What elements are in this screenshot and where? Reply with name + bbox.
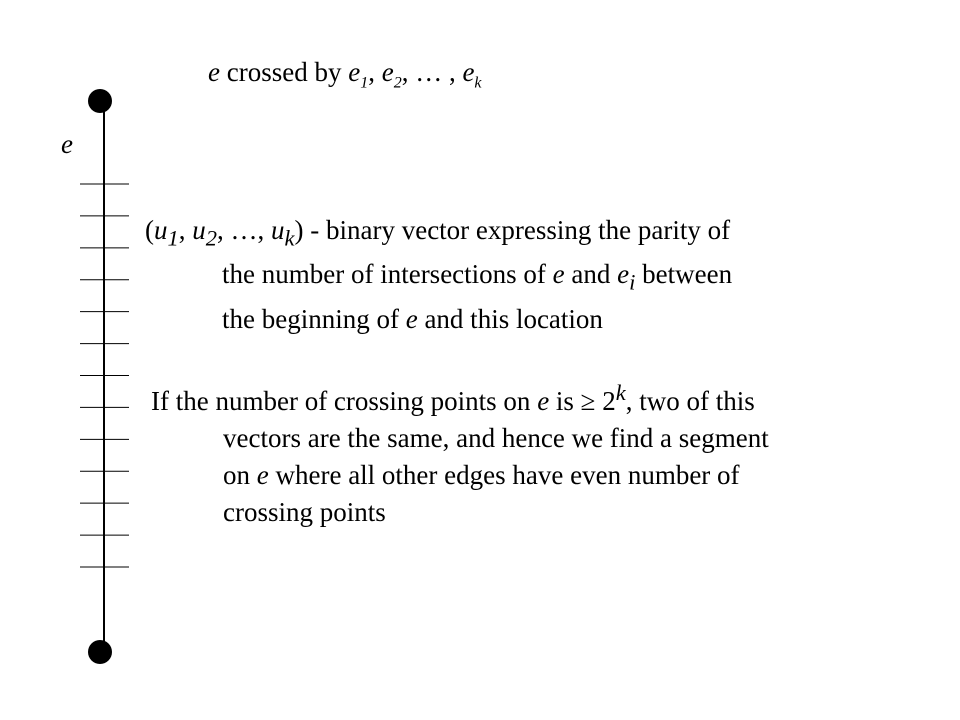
argument-line-4: crossing points [223, 497, 386, 527]
argument-line-3: on e where all other edges have even number of [223, 460, 740, 490]
argument-line-2: vectors are the same, and hence we find a segment [223, 423, 769, 453]
description-line-3: the beginning of e and this location [222, 303, 603, 334]
pigeonhole-argument [151, 374, 769, 531]
diagram-title: e crossed by $e_1$, $e_2$, … , $e_k$ [208, 57, 482, 92]
edge-label: e [61, 129, 73, 159]
parity-vector-description [145, 212, 732, 338]
description-line-2: the number of intersections of e and $e_i$ between [222, 259, 733, 295]
edge-end-vertex [88, 640, 112, 664]
description-line-1: ($u_1$, $u_2$, …, $u_k$) - binary vector expressing the parity of [145, 215, 731, 251]
argument-line-1: If the number of crossing points on e is ≥ $2^k$, two of this [151, 380, 755, 416]
edge-start-vertex [88, 89, 112, 113]
